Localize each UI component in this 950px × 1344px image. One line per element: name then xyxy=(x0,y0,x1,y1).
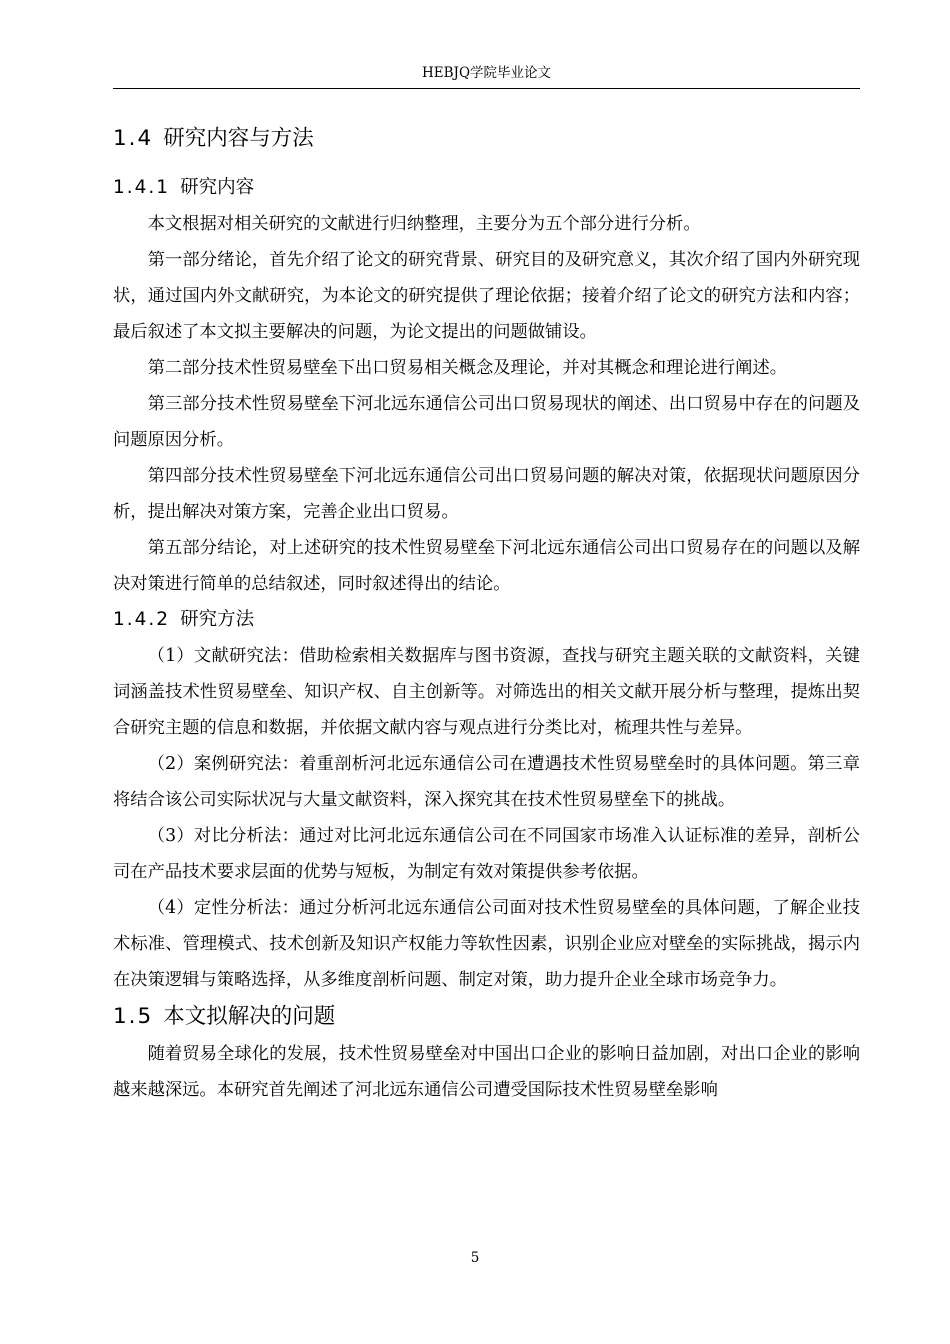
subsection-title: 研究内容 xyxy=(180,177,255,198)
paragraph: 随着贸易全球化的发展，技术性贸易壁垒对中国出口企业的影响日益加剧，对出口企业的影响越来越深远。本研究首先阐述了河北远东通信公司遭受国际技术性贸易壁垒影响 xyxy=(113,1044,860,1100)
subsection-heading-1-4-1 xyxy=(113,170,860,206)
subsection-number: 1.4.1 xyxy=(113,177,171,198)
subsection-heading-1-4-2 xyxy=(113,602,860,638)
page-header xyxy=(113,62,860,89)
paragraph: 本文根据对相关研究的文献进行归纳整理，主要分为五个部分进行分析。 xyxy=(147,214,701,234)
paragraph: 第三部分技术性贸易壁垒下河北远东通信公司出口贸易现状的阐述、出口贸易中存在的问题及问题原因分析。 xyxy=(113,394,860,450)
section-title: 研究内容与方法 xyxy=(163,126,314,151)
section-heading-1-5 xyxy=(113,998,860,1036)
paragraph: （1）文献研究法：借助检索相关数据库与图书资源，查找与研究主题关联的文献资料，关键词涵盖技术性贸易壁垒、知识产权、自主创新等。对筛选出的相关文献开展分析与整理，提炼出契合研究主题的信息和数据，并依据文献内容与观点进行分类比对，梳理共性与差异。 xyxy=(113,646,860,738)
subsection-title: 研究方法 xyxy=(180,609,255,630)
paragraph: （3）对比分析法：通过对比河北远东通信公司在不同国家市场准入认证标准的差异，剖析公司在产品技术要求层面的优势与短板，为制定有效对策提供参考依据。 xyxy=(113,826,860,882)
section-title: 本文拟解决的问题 xyxy=(163,1004,336,1029)
section-number: 1.4 xyxy=(113,126,154,151)
paragraph: 第四部分技术性贸易壁垒下河北远东通信公司出口贸易问题的解决对策，依据现状问题原因分析，提出解决对策方案，完善企业出口贸易。 xyxy=(113,466,860,522)
paragraph: （2）案例研究法：着重剖析河北远东通信公司在遭遇技术性贸易壁垒时的具体问题。第三章将结合该公司实际状况与大量文献资料，深入探究其在技术性贸易壁垒下的挑战。 xyxy=(113,754,860,810)
page-number: 5 xyxy=(470,1250,480,1266)
section-heading-1-4 xyxy=(113,120,860,158)
paragraph: 第五部分结论，对上述研究的技术性贸易壁垒下河北远东通信公司出口贸易存在的问题以及解决对策进行简单的总结叙述，同时叙述得出的结论。 xyxy=(113,538,860,594)
header-title: HEBJQ学院毕业论文 xyxy=(421,65,552,81)
paragraph: （4）定性分析法：通过分析河北远东通信公司面对技术性贸易壁垒的具体问题，了解企业技术标准、管理模式、技术创新及知识产权能力等软性因素，识别企业应对壁垒的实际挑战，揭示内在决策逻辑与策略选择，从多维度剖析问题、制定对策，助力提升企业全球市场竞争力。 xyxy=(113,898,860,990)
paragraph: 第二部分技术性贸易壁垒下出口贸易相关概念及理论，并对其概念和理论进行阐述。 xyxy=(147,358,788,378)
section-number: 1.5 xyxy=(113,1004,154,1029)
paragraph: 第一部分绪论，首先介绍了论文的研究背景、研究目的及研究意义，其次介绍了国内外研究现状，通过国内外文献研究，为本论文的研究提供了理论依据；接着介绍了论文的研究方法和内容；最后叙述了本文拟主要解决的问题，为论文提出的问题做铺设。 xyxy=(113,250,860,342)
document-body xyxy=(113,120,860,1108)
subsection-number: 1.4.2 xyxy=(113,609,171,630)
